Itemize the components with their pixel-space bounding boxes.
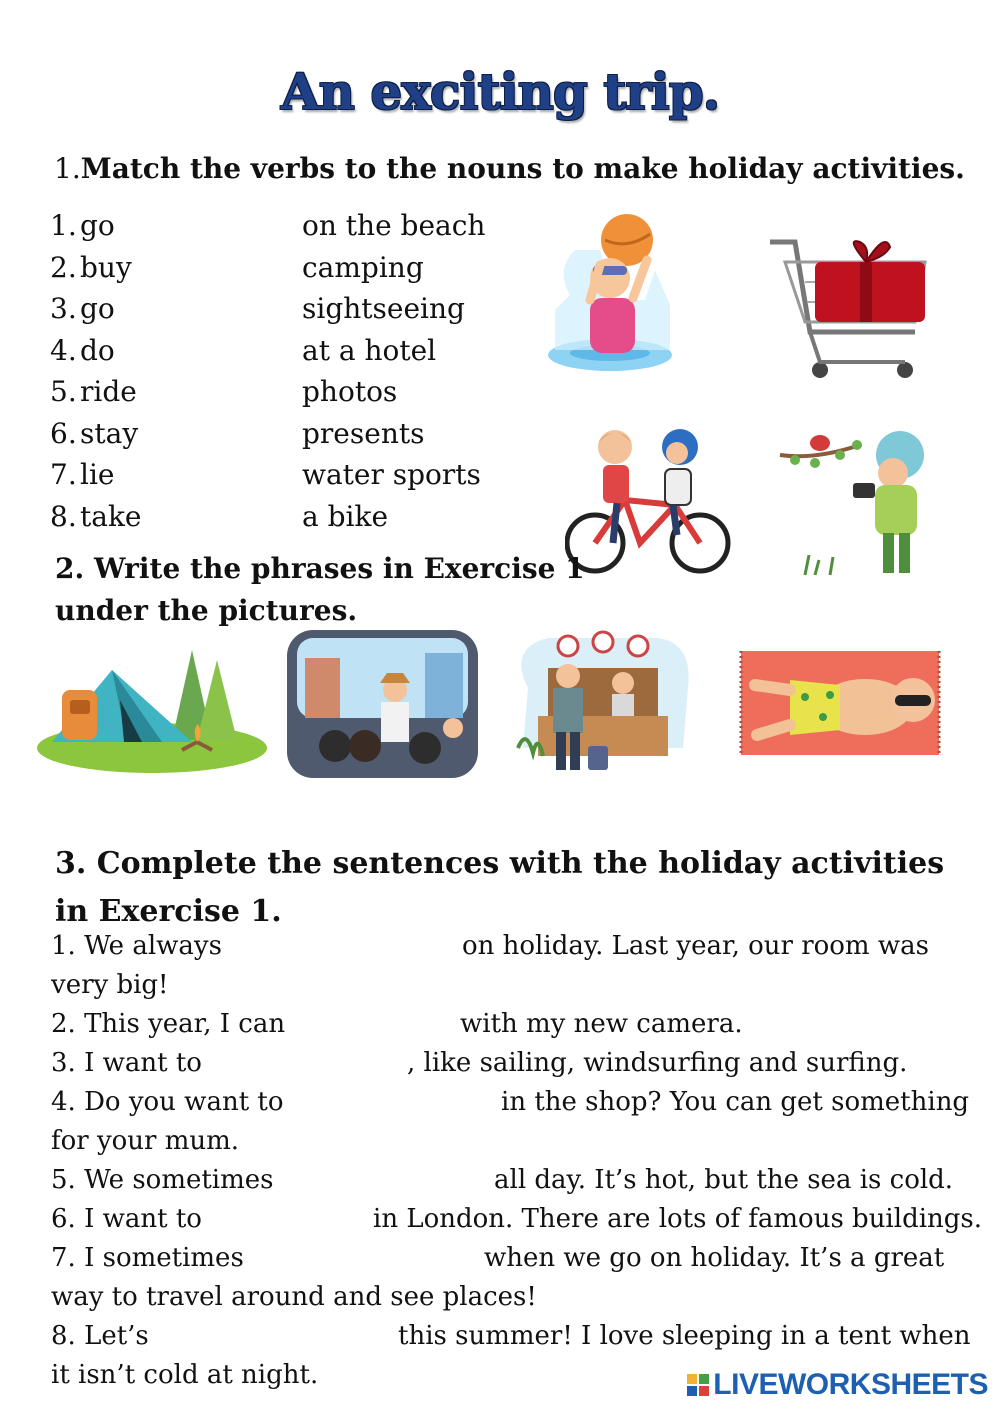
exercise1-heading bbox=[54, 152, 965, 185]
sentence-text: 8. Let’s bbox=[51, 1321, 149, 1351]
verb-item: 4. do bbox=[50, 333, 115, 367]
sightseeing-picture bbox=[285, 628, 480, 780]
sentence-text: 4. Do you want to bbox=[51, 1087, 284, 1117]
verb-item: 7. lie bbox=[50, 458, 115, 491]
verb-item: 8. take bbox=[50, 499, 142, 533]
exercise2-heading-line: under the pictures. bbox=[55, 594, 358, 627]
sentence-text: 2. This year, I can bbox=[51, 1009, 286, 1039]
exercise2-heading bbox=[55, 548, 585, 632]
sentence-text: 7. I sometimes bbox=[51, 1243, 244, 1273]
logo-text: LIVEWORKSHEETS bbox=[713, 1368, 988, 1401]
sentence-text: in the shop? You can get something bbox=[501, 1087, 970, 1117]
buy-presents-picture bbox=[765, 222, 935, 382]
take-photos-picture bbox=[775, 415, 935, 585]
sentence-text: 5. We sometimes bbox=[51, 1165, 274, 1195]
noun-item[interactable]: photos bbox=[302, 375, 398, 408]
sentence-text: with my new camera. bbox=[460, 1009, 743, 1039]
exercise3-heading-line: 3. Complete the sentences with the holiday activities bbox=[55, 846, 945, 881]
sentence-text: on holiday. Last year, our room was bbox=[462, 931, 929, 961]
sentence-text: for your mum. bbox=[51, 1126, 240, 1156]
verb-item: 2. buy bbox=[50, 250, 132, 284]
noun-item[interactable]: on the beach bbox=[302, 209, 486, 242]
sentence-text: very big! bbox=[51, 970, 169, 1000]
verb-item: 6. stay bbox=[50, 416, 139, 450]
noun-item[interactable]: at a hotel bbox=[302, 333, 437, 367]
exercise2-heading-line: 2. Write the phrases in Exercise 1 bbox=[55, 552, 585, 585]
exercise3-heading bbox=[55, 840, 944, 936]
exercise3-heading-line: in Exercise 1. bbox=[55, 894, 282, 929]
noun-item[interactable]: camping bbox=[302, 250, 424, 284]
sentence-text: all day. It’s hot, but the sea is cold. bbox=[494, 1165, 954, 1195]
sentence-text: 3. I want to bbox=[51, 1048, 202, 1078]
exercise1-instruction: Match the verbs to the nouns to make holiday activities. bbox=[80, 152, 965, 185]
water-sports-picture bbox=[545, 210, 675, 375]
exercise1-number: 1. bbox=[54, 152, 81, 185]
sentence-text: it isn’t cold at night. bbox=[51, 1360, 319, 1390]
liveworksheets-logo bbox=[687, 1368, 988, 1402]
camping-picture bbox=[32, 630, 267, 775]
verb-item: 1. go bbox=[50, 209, 115, 242]
sentence-text: this summer! I love sleeping in a tent when bbox=[398, 1321, 971, 1351]
logo-icon bbox=[687, 1374, 709, 1396]
sentence-text: in London. There are lots of famous buildings. bbox=[373, 1204, 983, 1234]
hotel-picture bbox=[508, 628, 698, 776]
sentence-text: way to travel around and see places! bbox=[51, 1282, 537, 1312]
noun-item[interactable]: presents bbox=[302, 416, 425, 450]
sentence-text: when we go on holiday. It’s a great bbox=[484, 1243, 945, 1273]
verb-item: 5. ride bbox=[50, 375, 137, 408]
sentence-text: 1. We always bbox=[51, 931, 222, 961]
page-title: An exciting trip. bbox=[280, 62, 720, 121]
noun-item[interactable]: water sports bbox=[302, 458, 481, 491]
sentence-text: , like sailing, windsurfing and surfing. bbox=[407, 1048, 908, 1078]
beach-picture bbox=[735, 645, 945, 760]
verb-item: 3. go bbox=[50, 292, 115, 325]
noun-item[interactable]: a bike bbox=[302, 499, 389, 533]
verb-list bbox=[50, 205, 141, 537]
ride-a-bike-picture bbox=[565, 425, 735, 580]
noun-item[interactable]: sightseeing bbox=[302, 292, 465, 325]
noun-list bbox=[302, 205, 485, 537]
sentence-text: 6. I want to bbox=[51, 1204, 202, 1234]
